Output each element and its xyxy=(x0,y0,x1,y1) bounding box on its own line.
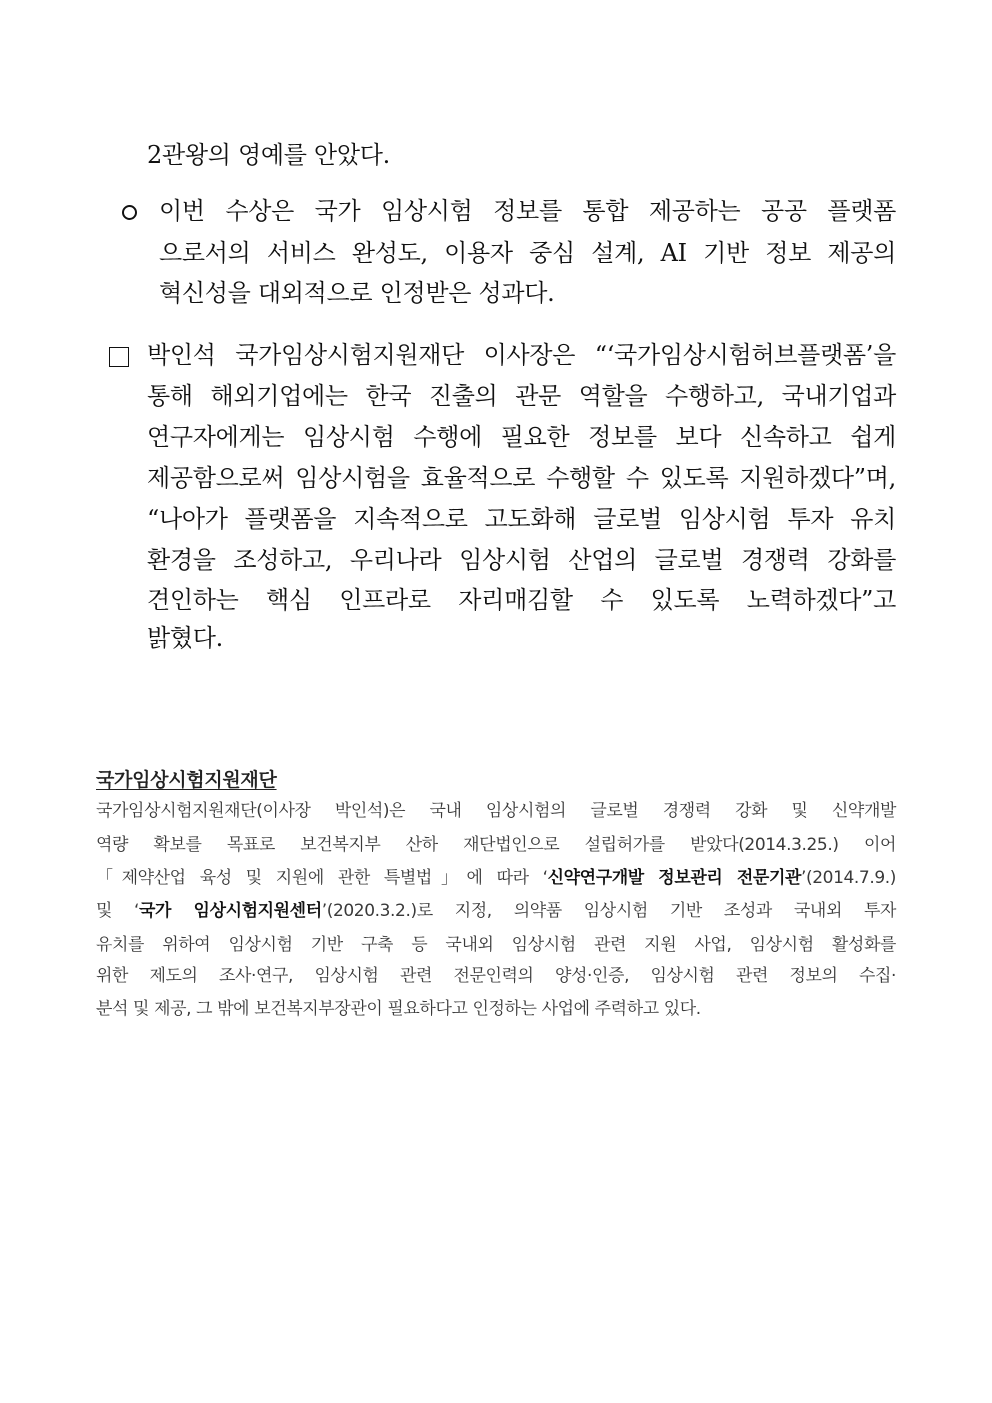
about-line-5: 유치를 위하여 임상시험 기반 구축 등 국내외 임상시험 관련 지원 사업, 임상시험 활성화를 xyxy=(96,935,896,955)
main-item-line-7: 견인하는 핵심 인프라로 자리매김할 수 있도록 노력하겠다”고 xyxy=(147,586,896,614)
main-item-line-6: 환경을 조성하고, 우리나라 임상시험 산업의 글로벌 경쟁력 강화를 xyxy=(147,546,896,574)
about-title: 국가임상시험지원재단 xyxy=(96,769,277,791)
about-line-2: 역량 확보를 목표로 보건복지부 산하 재단법인으로 설립허가를 받았다(2014.3.25.) 이어 xyxy=(96,835,896,855)
square-bullet-icon xyxy=(109,347,129,367)
circle-bullet-icon xyxy=(122,205,137,220)
continuation-line: 2관왕의 영예를 안았다. xyxy=(147,141,390,169)
about-line-6: 위한 제도의 조사·연구, 임상시험 관련 전문인력의 양성·인증, 임상시험 관련 정보의 수집· xyxy=(96,966,896,986)
sub-item-line-3: 혁신성을 대외적으로 인정받은 성과다. xyxy=(159,279,555,307)
about-line-7: 분석 및 제공, 그 밖에 보건복지부장관이 필요하다고 인정하는 사업에 주력하고 있다. xyxy=(96,999,701,1019)
main-item-line-1: 박인석 국가임상시험지원재단 이사장은 “‘국가임상시험허브플랫폼’을 xyxy=(147,341,896,369)
about-bold-term-2: 국가 임상시험지원센터 xyxy=(139,901,322,921)
about-line-1: 국가임상시험지원재단(이사장 박인석)은 국내 임상시험의 글로벌 경쟁력 강화 및 신약개발 xyxy=(96,801,896,821)
about-line-3: 「제약산업 육성 및 지원에 관한 특별법」에 따라 ‘신약연구개발 정보관리 전문기관’(2014.7.9.) xyxy=(96,868,896,888)
main-item-line-5: “나아가 플랫폼을 지속적으로 고도화해 글로벌 임상시험 투자 유치 xyxy=(147,505,896,533)
main-item-line-2: 통해 해외기업에는 한국 진출의 관문 역할을 수행하고, 국내기업과 xyxy=(147,382,896,410)
about-line-4: 및 ‘국가 임상시험지원센터’(2020.3.2.)로 지정, 의약품 임상시험 기반 조성과 국내외 투자 xyxy=(96,901,896,921)
main-item-line-8: 밝혔다. xyxy=(147,624,223,652)
sub-item-line-1: 이번 수상은 국가 임상시험 정보를 통합 제공하는 공공 플랫폼 xyxy=(159,197,896,225)
main-item-line-4: 제공함으로써 임상시험을 효율적으로 수행할 수 있도록 지원하겠다”며, xyxy=(147,464,896,492)
about-bold-term-1: 신약연구개발 정보관리 전문기관 xyxy=(547,868,801,888)
sub-item-line-2: 으로서의 서비스 완성도, 이용자 중심 설계, AI 기반 정보 제공의 xyxy=(159,239,896,267)
main-item-line-3: 연구자에게는 임상시험 수행에 필요한 정보를 보다 신속하고 쉽게 xyxy=(147,423,896,451)
